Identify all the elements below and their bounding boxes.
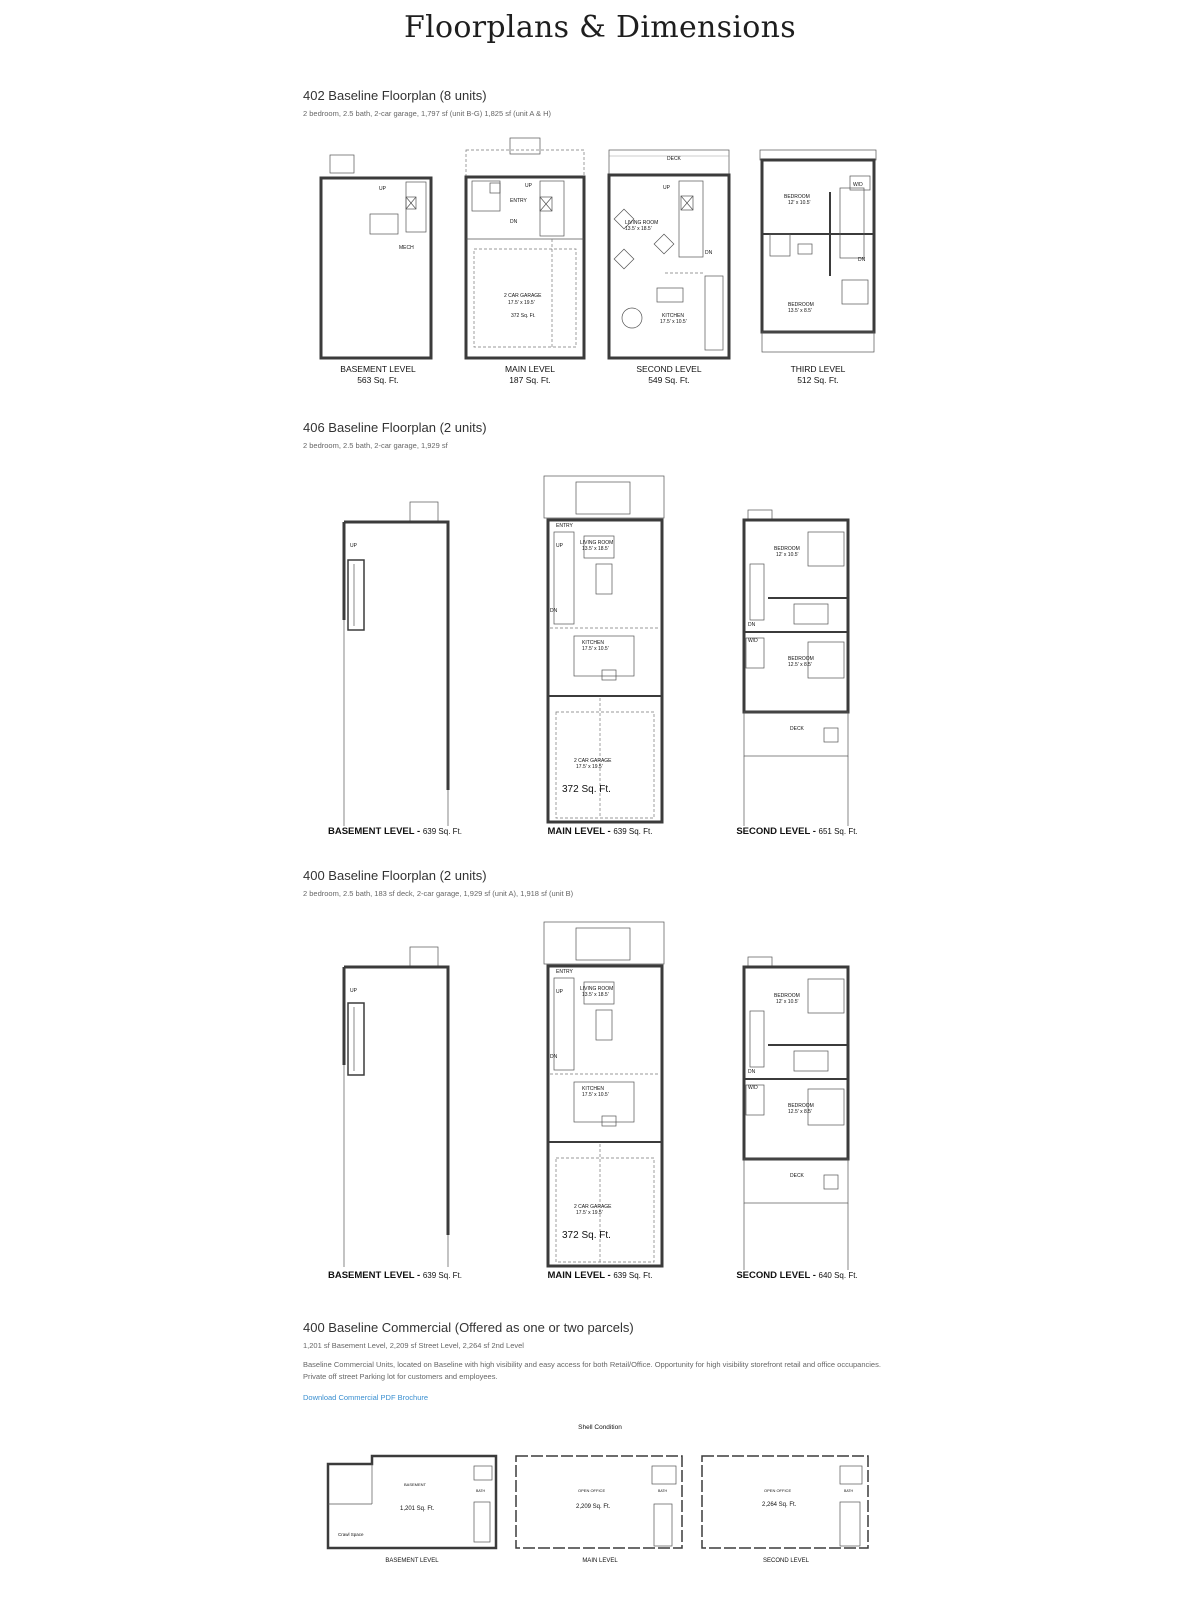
level-area: 639 Sq. Ft. <box>422 1271 462 1280</box>
room-label: W/D <box>748 1085 758 1091</box>
room-label: UP <box>556 989 563 995</box>
room-label: 13.5' x 18.5' <box>582 992 609 998</box>
room-label: KITCHEN <box>582 1086 604 1092</box>
room-label: UP <box>350 988 357 994</box>
room-label: DECK <box>790 726 804 732</box>
level-area: 639 Sq. Ft. <box>422 827 462 836</box>
room-label: 12' x 10.5' <box>788 200 811 206</box>
room-label: 13.5' x 18.5' <box>625 226 652 232</box>
room-label: DN <box>748 622 756 628</box>
level-caption <box>470 364 590 386</box>
floorplan-406-main <box>540 474 670 828</box>
floorplan-commercial-second <box>698 1452 874 1552</box>
level-name: MAIN LEVEL - <box>547 826 611 837</box>
room-label: DN <box>550 1054 558 1060</box>
section-title-406: 406 Baseline Floorplan (2 units) <box>303 420 487 435</box>
room-label: DN <box>510 219 518 225</box>
room-label: W/D <box>748 638 758 644</box>
room-label: 2,209 Sq. Ft. <box>576 1504 611 1510</box>
room-label: 2 CAR GARAGE <box>504 293 542 299</box>
room-label: 372 Sq. Ft. <box>511 313 536 319</box>
floorplan-400-main <box>540 920 670 1270</box>
level-area: 639 Sq. Ft. <box>613 827 653 836</box>
room-label: KITCHEN <box>662 313 684 319</box>
page-title: Floorplans & Dimensions <box>404 10 796 45</box>
room-label: DECK <box>667 156 681 162</box>
room-label: 17.5' x 19.5' <box>508 300 535 306</box>
level-name: THIRD LEVEL <box>790 364 846 374</box>
room-label: BEDROOM <box>788 656 814 662</box>
section-subtitle-402: 2 bedroom, 2.5 bath, 2-car garage, 1,797 sf (unit B-G) 1,825 sf (unit A & H) <box>303 109 552 118</box>
level-caption <box>320 1270 470 1281</box>
room-label: BEDROOM <box>784 194 810 200</box>
room-label: BEDROOM <box>774 993 800 999</box>
room-label: UP <box>350 543 357 549</box>
room-label: UP <box>663 185 670 191</box>
room-label: 13.5' x 18.5' <box>582 546 609 552</box>
level-name: MAIN LEVEL <box>582 1558 618 1564</box>
room-label: Crawl Space <box>338 1532 364 1537</box>
floorplan-commercial-main <box>512 1452 688 1552</box>
room-label: BEDROOM <box>788 1103 814 1109</box>
level-name: SECOND LEVEL - <box>736 1270 816 1281</box>
room-label: KITCHEN <box>582 640 604 646</box>
room-label: 17.5' x 10.5' <box>582 1092 609 1098</box>
room-label: UP <box>556 543 563 549</box>
level-name: BASEMENT LEVEL - <box>328 826 421 837</box>
room-label: BEDROOM <box>788 302 814 308</box>
floorplan-402-third <box>758 148 878 364</box>
floorplan-402-main <box>460 135 600 364</box>
room-label: DN <box>550 608 558 614</box>
floorplan-402-second <box>605 148 733 364</box>
room-label: OPEN OFFICE <box>764 1488 792 1493</box>
level-name: MAIN LEVEL <box>504 364 556 374</box>
room-label: LIVING ROOM <box>580 986 614 992</box>
level-area: 640 Sq. Ft. <box>818 1271 858 1280</box>
floorplan-400-second <box>740 955 860 1270</box>
room-label: DECK <box>790 1173 804 1179</box>
level-area: 563 Sq. Ft. <box>357 375 399 385</box>
room-label: MECH <box>399 245 414 251</box>
section-subtitle-400: 2 bedroom, 2.5 bath, 183 sf deck, 2-car garage, 1,929 sf (unit A), 1,918 sf (unit B) <box>303 889 574 898</box>
room-label: LIVING ROOM <box>625 220 659 226</box>
floorplan-402-basement <box>318 152 438 364</box>
room-label: BEDROOM <box>774 546 800 552</box>
room-label: ENTRY <box>556 969 573 975</box>
level-caption <box>722 826 872 837</box>
level-caption <box>320 826 470 837</box>
room-label: 372 Sq. Ft. <box>562 1230 611 1241</box>
room-label: BASEMENT <box>404 1482 427 1487</box>
level-name: BASEMENT LEVEL <box>385 1558 439 1564</box>
room-label: 372 Sq. Ft. <box>562 784 611 795</box>
room-label: 2,264 Sq. Ft. <box>762 1502 797 1508</box>
room-label: UP <box>525 183 532 189</box>
level-name: BASEMENT LEVEL - <box>328 1270 421 1281</box>
room-label: BATH <box>476 1489 486 1493</box>
level-name: MAIN LEVEL - <box>547 1270 611 1281</box>
room-label: W/D <box>853 182 863 188</box>
level-caption <box>525 826 675 837</box>
room-label: ENTRY <box>556 523 573 529</box>
room-label: 17.5' x 19.5' <box>576 1210 603 1216</box>
floorplan-400-basement <box>340 945 460 1267</box>
room-label: DN <box>748 1069 756 1075</box>
level-area: 187 Sq. Ft. <box>509 375 551 385</box>
room-label: 12' x 10.5' <box>776 999 799 1005</box>
room-label: 1,201 Sq. Ft. <box>400 1506 435 1512</box>
floorplan-406-basement <box>340 500 460 826</box>
room-label: BATH <box>844 1489 854 1493</box>
download-brochure-link[interactable]: Download Commercial PDF Brochure <box>303 1393 429 1402</box>
room-label: UP <box>379 186 386 192</box>
level-caption <box>318 364 438 386</box>
level-name: SECOND LEVEL <box>636 364 702 374</box>
room-label: 12.5' x 8.5' <box>788 662 812 668</box>
floorplan-406-second <box>740 508 860 826</box>
room-label: BATH <box>658 1489 668 1493</box>
room-label: 12.5' x 8.5' <box>788 1109 812 1115</box>
section-subtitle-commercial: 1,201 sf Basement Level, 2,209 sf Street Level, 2,264 sf 2nd Level <box>303 1341 524 1350</box>
room-label: DN <box>705 250 713 256</box>
section-title-commercial: 400 Baseline Commercial (Offered as one or two parcels) <box>303 1320 634 1335</box>
level-caption <box>609 364 729 386</box>
room-label: ENTRY <box>510 198 527 204</box>
level-area: 549 Sq. Ft. <box>648 375 690 385</box>
floorplan-commercial-basement <box>324 1452 500 1552</box>
level-area: 651 Sq. Ft. <box>818 827 858 836</box>
section-title-402: 402 Baseline Floorplan (8 units) <box>303 88 487 103</box>
level-caption <box>525 1270 675 1281</box>
room-label: 17.5' x 10.5' <box>582 646 609 652</box>
section-description-commercial: Baseline Commercial Units, located on Baseline with high visibility and easy access for both Retail/Office. Opportunity for high visibility storefront retail and office occupancies. Private off street Parking lot for customers and employees. <box>303 1360 881 1381</box>
room-label: DN <box>858 257 866 263</box>
room-label: 13.5' x 8.5' <box>788 308 812 314</box>
level-name: BASEMENT LEVEL <box>340 364 416 374</box>
room-label: OPEN OFFICE <box>578 1488 606 1493</box>
level-area: 512 Sq. Ft. <box>797 375 839 385</box>
section-subtitle-406: 2 bedroom, 2.5 bath, 2-car garage, 1,929 sf <box>303 441 448 450</box>
level-name: SECOND LEVEL <box>762 1558 810 1564</box>
level-name: SECOND LEVEL - <box>736 826 816 837</box>
section-title-400: 400 Baseline Floorplan (2 units) <box>303 868 487 883</box>
room-label: LIVING ROOM <box>580 540 614 546</box>
level-area: 639 Sq. Ft. <box>613 1271 653 1280</box>
level-caption <box>758 364 878 386</box>
shell-condition-title: Shell Condition <box>578 1424 622 1431</box>
level-caption <box>722 1270 872 1281</box>
room-label: 17.5' x 19.5' <box>576 764 603 770</box>
room-label: 12' x 10.5' <box>776 552 799 558</box>
room-label: 2 CAR GARAGE <box>574 758 612 764</box>
room-label: 17.5' x 10.5' <box>660 319 687 325</box>
room-label: 2 CAR GARAGE <box>574 1204 612 1210</box>
